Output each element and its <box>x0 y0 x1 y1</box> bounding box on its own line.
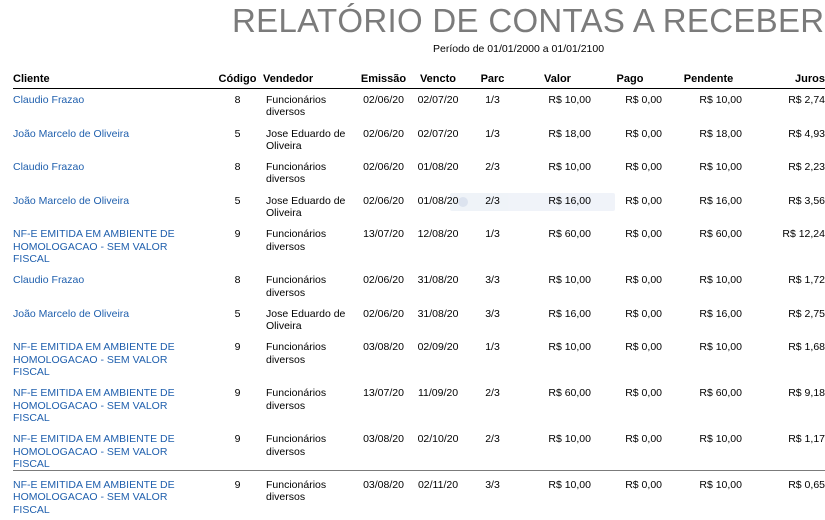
cell-codigo: 9 <box>234 228 241 241</box>
cell-pendente: R$ 60,00 <box>699 387 742 400</box>
cell-valor: R$ 16,00 <box>548 194 591 207</box>
client-link[interactable]: João Marcelo de Oliveira <box>13 127 130 140</box>
cell-codigo: 8 <box>234 161 241 174</box>
client-link[interactable]: NF-E EMITIDA EM AMBIENTE DE HOMOLOGACAO - SEM VALOR FISCAL <box>13 479 175 516</box>
table-bottom-divider <box>13 470 825 471</box>
cell-pendente: R$ 10,00 <box>699 479 742 492</box>
cell-emissao: 02/06/20 <box>363 161 404 174</box>
cell-pendente: R$ 10,00 <box>699 161 742 174</box>
cell-vencto: 31/08/20 <box>417 274 459 287</box>
cell-parc: 3/3 <box>485 307 500 320</box>
cell-vencto: 01/08/20 <box>417 194 459 207</box>
cell-parc: 2/3 <box>485 194 500 207</box>
client-link[interactable]: João Marcelo de Oliveira <box>13 194 130 207</box>
cell-parc: 2/3 <box>485 161 500 174</box>
cell-vendedor: Funcionários diversos <box>266 479 327 504</box>
cell-juros: R$ 2,23 <box>788 161 825 174</box>
col-header-codigo[interactable]: Código <box>212 70 263 89</box>
cell-valor: R$ 10,00 <box>548 341 591 354</box>
cell-juros: R$ 1,17 <box>788 433 825 446</box>
cell-emissao: 03/08/20 <box>363 341 404 354</box>
report-title: RELATÓRIO DE CONTAS A RECEBER <box>232 2 825 39</box>
cell-pago: R$ 0,00 <box>625 479 662 492</box>
table-row <box>13 223 825 269</box>
cell-parc: 1/3 <box>485 94 500 106</box>
table-row <box>13 336 825 382</box>
cell-vendedor: Funcionários diversos <box>266 274 327 299</box>
cell-valor: R$ 60,00 <box>548 387 591 400</box>
table-row <box>13 123 825 157</box>
table-row <box>13 382 825 428</box>
cell-pendente: R$ 16,00 <box>699 307 742 320</box>
client-link[interactable]: João Marcelo de Oliveira <box>13 307 130 320</box>
cell-codigo: 9 <box>234 387 241 400</box>
cell-vencto: 11/09/20 <box>417 387 459 400</box>
cell-vencto: 02/09/20 <box>417 341 459 354</box>
cell-juros: R$ 9,18 <box>788 387 825 400</box>
cell-vencto: 01/08/20 <box>417 161 459 174</box>
cell-codigo: 5 <box>234 127 241 140</box>
cell-parc: 1/3 <box>485 127 500 140</box>
cell-pendente: R$ 10,00 <box>699 94 742 106</box>
cell-vendedor: Jose Eduardo de Oliveira <box>266 127 346 152</box>
cell-pago: R$ 0,00 <box>625 341 662 354</box>
cell-vencto: 02/07/20 <box>417 127 459 140</box>
cell-pago: R$ 0,00 <box>625 387 662 400</box>
cell-vendedor: Funcionários diversos <box>266 433 327 458</box>
cell-pendente: R$ 18,00 <box>699 127 742 140</box>
cell-vendedor: Jose Eduardo de Oliveira <box>266 307 346 333</box>
cell-vencto: 02/10/20 <box>417 433 459 446</box>
client-link[interactable]: Claudio Frazao <box>13 274 85 287</box>
cell-codigo: 9 <box>234 341 241 354</box>
cell-juros: R$ 2,74 <box>788 94 825 106</box>
cell-pendente: R$ 16,00 <box>699 194 742 207</box>
cell-vendedor: Jose Eduardo de Oliveira <box>266 194 346 220</box>
col-header-pago[interactable]: Pago <box>593 70 667 89</box>
cell-parc: 3/3 <box>485 479 500 492</box>
cell-pendente: R$ 60,00 <box>699 228 742 241</box>
cell-valor: R$ 16,00 <box>548 307 591 320</box>
client-link[interactable]: NF-E EMITIDA EM AMBIENTE DE HOMOLOGACAO - SEM VALOR FISCAL <box>13 387 175 424</box>
col-header-emissao[interactable]: Emissão <box>354 70 413 89</box>
cell-vencto: 02/07/20 <box>417 94 459 106</box>
cell-emissao: 02/06/20 <box>363 194 404 207</box>
cell-parc: 1/3 <box>485 341 500 354</box>
cell-juros: R$ 1,72 <box>788 274 825 287</box>
cell-pendente: R$ 10,00 <box>699 433 742 446</box>
cell-codigo: 5 <box>234 194 241 207</box>
table-row <box>13 89 825 123</box>
cell-codigo: 8 <box>234 94 241 106</box>
cell-pago: R$ 0,00 <box>625 127 662 140</box>
cell-codigo: 5 <box>234 307 241 320</box>
cell-juros: R$ 0,65 <box>788 479 825 492</box>
cell-vendedor: Funcionários diversos <box>266 161 327 186</box>
cell-emissao: 13/07/20 <box>363 387 404 400</box>
cell-juros: R$ 1,68 <box>788 341 825 354</box>
cell-pago: R$ 0,00 <box>625 228 662 241</box>
cell-emissao: 13/07/20 <box>363 228 404 241</box>
cell-emissao: 02/06/20 <box>363 127 404 140</box>
cell-emissao: 03/08/20 <box>363 433 404 446</box>
cell-pago: R$ 0,00 <box>625 274 662 287</box>
col-header-valor[interactable]: Valor <box>522 70 593 89</box>
client-link[interactable]: NF-E EMITIDA EM AMBIENTE DE HOMOLOGACAO - SEM VALOR FISCAL <box>13 433 175 470</box>
col-header-parc[interactable]: Parc <box>463 70 522 89</box>
cell-vendedor: Funcionários diversos <box>266 94 327 119</box>
table-row <box>13 269 825 303</box>
cell-vendedor: Funcionários diversos <box>266 341 327 366</box>
cell-valor: R$ 18,00 <box>548 127 591 140</box>
cell-valor: R$ 10,00 <box>548 274 591 287</box>
cell-pago: R$ 0,00 <box>625 194 662 207</box>
col-header-cliente[interactable]: Cliente <box>13 70 212 89</box>
cell-codigo: 8 <box>234 274 241 287</box>
cell-codigo: 9 <box>234 479 241 492</box>
cell-juros: R$ 4,93 <box>788 127 825 140</box>
cell-emissao: 02/06/20 <box>363 307 404 320</box>
cell-vencto: 02/11/20 <box>417 479 459 492</box>
table-row <box>13 474 825 520</box>
table-row <box>13 303 825 337</box>
cell-pago: R$ 0,00 <box>625 307 662 320</box>
cell-vencto: 31/08/20 <box>417 307 459 320</box>
table-row <box>13 190 825 224</box>
cell-codigo: 9 <box>234 433 241 446</box>
report-period: Período de 01/01/2000 a 01/01/2100 <box>433 43 605 55</box>
col-header-juros[interactable]: Juros <box>750 70 825 89</box>
cell-emissao: 03/08/20 <box>363 479 404 492</box>
cell-parc: 3/3 <box>485 274 500 287</box>
client-link[interactable]: Claudio Frazao <box>13 94 85 106</box>
cell-vendedor: Funcionários diversos <box>266 387 327 412</box>
table-row <box>13 156 825 190</box>
cell-vencto: 12/08/20 <box>417 228 459 241</box>
cell-emissao: 02/06/20 <box>363 94 404 106</box>
client-link[interactable]: NF-E EMITIDA EM AMBIENTE DE HOMOLOGACAO - SEM VALOR FISCAL <box>13 341 175 379</box>
cell-valor: R$ 10,00 <box>548 433 591 446</box>
cell-pago: R$ 0,00 <box>625 161 662 174</box>
table-row <box>13 428 825 474</box>
cell-valor: R$ 10,00 <box>548 94 591 106</box>
cell-pendente: R$ 10,00 <box>699 341 742 354</box>
col-header-vencto[interactable]: Vencto <box>413 70 463 89</box>
cell-pago: R$ 0,00 <box>625 94 662 106</box>
cell-valor: R$ 10,00 <box>548 479 591 492</box>
cell-vendedor: Funcionários diversos <box>266 228 327 253</box>
receivables-table <box>13 70 825 520</box>
cell-emissao: 02/06/20 <box>363 274 404 287</box>
cell-parc: 1/3 <box>485 228 500 241</box>
cell-valor: R$ 60,00 <box>548 228 591 241</box>
cell-valor: R$ 10,00 <box>548 161 591 174</box>
col-header-vendedor[interactable]: Vendedor <box>263 70 354 89</box>
cell-juros: R$ 3,56 <box>788 194 825 207</box>
table-header-row <box>13 70 825 89</box>
cell-juros: R$ 2,75 <box>788 307 825 320</box>
cell-juros: R$ 12,24 <box>782 228 825 241</box>
cell-pago: R$ 0,00 <box>625 433 662 446</box>
cell-parc: 2/3 <box>485 433 500 446</box>
col-header-pendente[interactable]: Pendente <box>667 70 750 89</box>
client-link[interactable]: Claudio Frazao <box>13 161 85 174</box>
cell-parc: 2/3 <box>485 387 500 400</box>
cell-pendente: R$ 10,00 <box>699 274 742 287</box>
client-link[interactable]: NF-E EMITIDA EM AMBIENTE DE HOMOLOGACAO - SEM VALOR FISCAL <box>13 228 175 265</box>
